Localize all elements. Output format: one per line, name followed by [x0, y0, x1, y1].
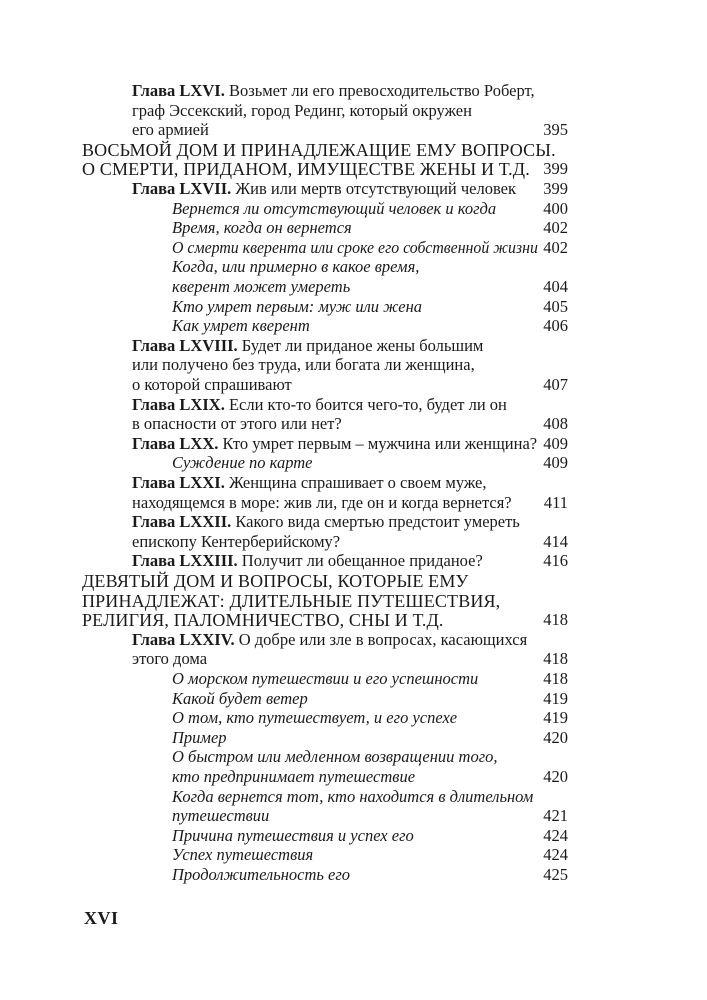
entry-title: О быстром или медленном возвращении того, — [172, 747, 498, 767]
entry-title: Когда, или примерно в какое время, — [172, 257, 420, 277]
page-number: 402 — [543, 218, 568, 238]
entry-title: Вернется ли отсутствующий человек и когда — [172, 198, 497, 218]
page-number: 424 — [543, 845, 568, 865]
entry-title: О смерти кверента или сроке его собственной жизни — [172, 237, 538, 257]
page-number: 418 — [543, 669, 568, 688]
page-number: 411 — [543, 492, 568, 512]
page-number: 399 — [543, 159, 568, 179]
entry-title: этого дома — [132, 649, 208, 669]
page-number: 408 — [543, 414, 568, 434]
page-number: 418 — [543, 649, 568, 669]
entry-title: Женщина спрашивает о своем муже, — [224, 473, 487, 492]
chapter-label: Глава LXXIV. — [132, 629, 235, 649]
page-number: 407 — [543, 375, 568, 394]
entry-title: Получит ли обещанное приданое? — [237, 551, 483, 571]
entry-title: или получено без труда, или богата ли женщина, — [132, 355, 475, 375]
entry-title: о которой спрашивают — [132, 375, 292, 394]
page-number: 420 — [543, 727, 568, 747]
entry-title: путешествии — [172, 806, 270, 826]
chapter-label: Глава LXVIII. — [132, 335, 238, 355]
page-number: 419 — [543, 688, 568, 708]
entry-title: О СМЕРТИ, ПРИДАНОМ, ИМУЩЕСТВЕ ЖЕНЫ И Т.Д. — [82, 159, 530, 180]
page-number: 399 — [543, 179, 568, 198]
entry-title: ДЕВЯТЫЙ ДОМ И ВОПРОСЫ, КОТОРЫЕ ЕМУ — [82, 571, 469, 591]
page-number: 400 — [543, 198, 568, 218]
entry-title: О том, кто путешествует, и его успехе — [172, 708, 458, 728]
entry-title: находящемся в море: жив ли, где он и когда вернется? — [132, 492, 512, 512]
entry-title: Успех путешествия — [172, 845, 314, 865]
entry-title: Причина путешествия и успех его — [172, 825, 414, 845]
entry-title: Возьмет ли его превосходительство Роберт, — [224, 81, 535, 100]
entry-title: Кто умрет первым – мужчина или женщина? — [218, 433, 538, 453]
entry-title: Будет ли приданое жены большим — [237, 335, 484, 355]
entry-title: Жив или мертв отсутствующий человек — [231, 179, 517, 198]
chapter-label: Глава LXIX. — [132, 394, 225, 414]
chapter-label: Глава LXVII. — [132, 179, 232, 198]
entry-title: Кто умрет первым: муж или жена — [172, 296, 423, 316]
chapter-label: Глава LXX. — [132, 433, 219, 453]
entry-title: Время, когда он вернется — [172, 218, 352, 238]
entry-title: кверент может умереть — [172, 277, 351, 296]
entry-title: Когда вернется тот, кто находится в длительном — [172, 786, 534, 806]
entry-text — [172, 864, 350, 886]
entry-title: кто предпринимает путешествие — [172, 767, 416, 786]
page-number: 418 — [543, 610, 568, 630]
page-number: 416 — [543, 551, 568, 571]
chapter-label: Глава LXXII. — [132, 512, 232, 532]
entry-title: Как умрет кверент — [172, 316, 310, 336]
chapter-label: Глава LXVI. — [132, 81, 225, 100]
page-number: 409 — [543, 453, 568, 473]
page-number: 420 — [543, 767, 568, 786]
entry-title: его армией — [132, 120, 209, 140]
page-number: 424 — [543, 825, 568, 845]
page-number: 402 — [543, 237, 568, 257]
entry-title: О добре или зле в вопросах, касающихся — [234, 629, 528, 649]
page-number: 419 — [543, 708, 568, 728]
entry-title: ПРИНАДЛЕЖАТ: ДЛИТЕЛЬНЫЕ ПУТЕШЕСТВИЯ, — [82, 590, 501, 611]
toc-entry — [0, 864, 707, 886]
page-number: 405 — [543, 296, 568, 316]
entry-title: Суждение по карте — [172, 453, 313, 473]
entry-title: О морском путешествии и его успешности — [172, 669, 479, 688]
entry-title: Какого вида смертью предстоит умереть — [231, 512, 520, 532]
page-number: 404 — [543, 277, 568, 296]
entry-title: Продолжительность его — [172, 865, 351, 884]
chapter-label: Глава LXXIII. — [132, 551, 238, 571]
entry-title: Пример — [172, 727, 227, 747]
entry-title: РЕЛИГИЯ, ПАЛОМНИЧЕСТВО, СНЫ И Т.Д. — [82, 610, 444, 631]
chapter-label: Глава LXXI. — [132, 473, 225, 492]
page-folio: XVI — [84, 908, 119, 928]
entry-title: ВОСЬМОЙ ДОМ И ПРИНАДЛЕЖАЩИЕ ЕМУ ВОПРОСЫ. — [82, 139, 556, 160]
entry-title: в опасности от этого или нет? — [132, 414, 342, 434]
page-number: 414 — [543, 531, 568, 551]
page-number: 421 — [543, 806, 568, 826]
page-number: 406 — [543, 316, 568, 336]
entry-title: епископу Кентерберийскому? — [132, 531, 341, 551]
page-number: 395 — [543, 120, 568, 140]
entry-title: Если кто-то боится чего-то, будет ли он — [224, 394, 507, 414]
page-number: 409 — [543, 433, 568, 453]
page-number: 425 — [543, 865, 568, 884]
entry-title: граф Эссекский, город Рединг, который окружен — [132, 100, 472, 120]
entry-title: Какой будет ветер — [172, 688, 308, 708]
